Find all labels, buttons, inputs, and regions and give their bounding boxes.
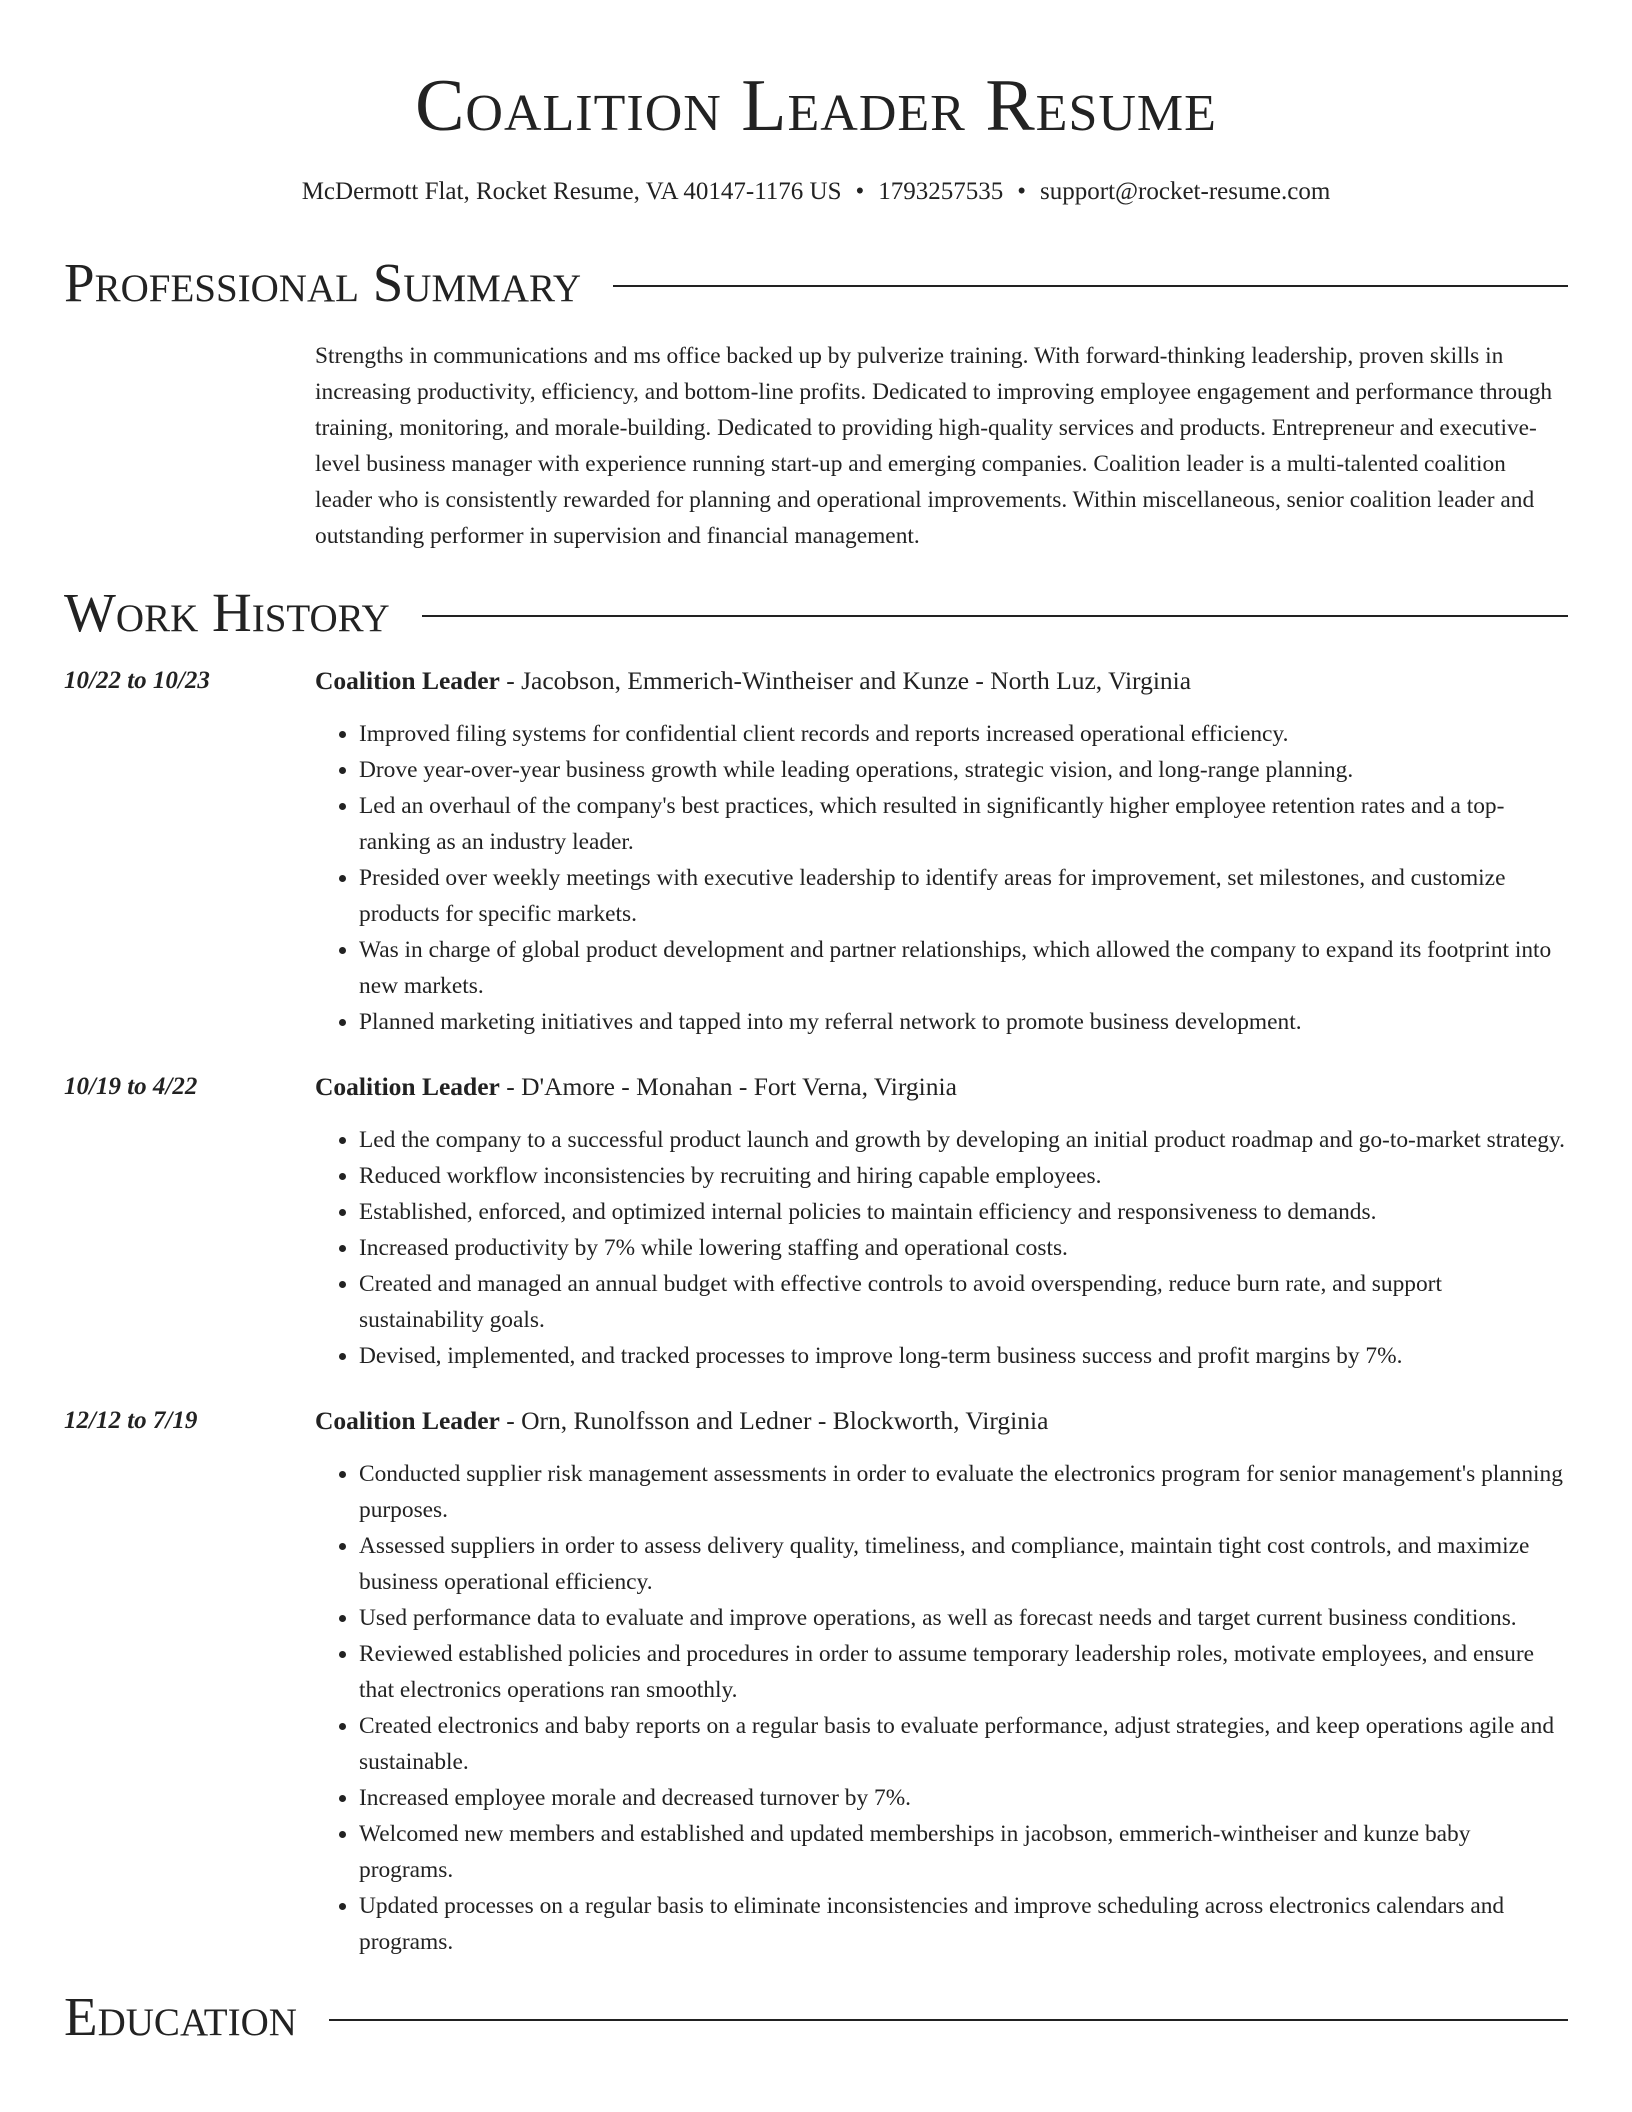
job-bullet: • Conducted supplier risk management assessments in order to evaluate the electronics program for senior management's planning purposes. (359, 1456, 1568, 1528)
contact-email: support@rocket-resume.com (1040, 178, 1331, 205)
job-entry (64, 664, 1568, 1040)
resume-page (64, 0, 1568, 2048)
job-bullet: • Led the company to a successful product launch and growth by developing an initial product roadmap and go-to-market strategy. (359, 1122, 1568, 1158)
job-bullet: • Updated processes on a regular basis to eliminate inconsistencies and improve scheduling across electronics calendars and programs. (359, 1888, 1568, 1960)
contact-address: McDermott Flat, Rocket Resume, VA 40147-1176 US (301, 178, 842, 205)
job-heading (315, 1070, 1568, 1104)
job-role: Coalition Leader (315, 666, 500, 695)
work-section-header (64, 582, 1568, 644)
job-body (315, 1070, 1568, 1374)
job-heading (315, 664, 1568, 698)
job-employer-location: - D'Amore - Monahan - Fort Verna, Virginia (499, 1072, 957, 1101)
job-bullet-list (315, 1122, 1568, 1374)
contact-line (64, 176, 1568, 208)
job-bullet: • Improved filing systems for confidential client records and reports increased operational efficiency. (359, 716, 1568, 752)
job-bullet-list (315, 1456, 1568, 1960)
education-section-header (64, 1986, 1568, 2048)
job-bullet: • Increased employee morale and decreased turnover by 7%. (359, 1780, 1568, 1816)
job-bullet: • Created and managed an annual budget with effective controls to avoid overspending, reduce burn rate, and support sustainability goals. (359, 1266, 1568, 1338)
job-body (315, 1404, 1568, 1960)
job-entry (64, 1070, 1568, 1374)
work-section-title: Work History (64, 582, 390, 643)
resume-title: Coalition Leader Resume (415, 65, 1217, 147)
job-bullet: • Planned marketing initiatives and tapped into my referral network to promote business development. (359, 1004, 1568, 1040)
summary-section-header (64, 252, 1568, 314)
section-divider (329, 2019, 1568, 2021)
job-bullet: • Was in charge of global product development and partner relationships, which allowed the company to expand its footprint into new markets. (359, 932, 1568, 1004)
contact-separator: • (855, 178, 865, 205)
job-dates: 10/19 to 4/22 (64, 1073, 198, 1100)
work-history-list (64, 664, 1568, 1960)
job-bullet: • Reviewed established policies and procedures in order to assume temporary leadership roles, motivate employees, and ensure that electronics operations ran smoothly. (359, 1636, 1568, 1708)
job-bullet: • Established, enforced, and optimized internal policies to maintain efficiency and responsiveness to demands. (359, 1194, 1568, 1230)
job-dates: 12/12 to 7/19 (64, 1407, 198, 1434)
contact-phone: 1793257535 (878, 178, 1004, 205)
job-bullet: • Reduced workflow inconsistencies by recruiting and hiring capable employees. (359, 1158, 1568, 1194)
job-bullet: • Created electronics and baby reports on a regular basis to evaluate performance, adjust strategies, and keep operations agile and sustainable. (359, 1708, 1568, 1780)
section-divider (613, 285, 1568, 287)
job-role: Coalition Leader (315, 1072, 500, 1101)
job-body (315, 664, 1568, 1040)
education-section-title: Education (64, 1986, 297, 2047)
job-bullet: • Assessed suppliers in order to assess delivery quality, timeliness, and compliance, maintain tight cost controls, and maximize business operational efficiency. (359, 1528, 1568, 1600)
job-role: Coalition Leader (315, 1406, 500, 1435)
summary-text: Strengths in communications and ms office backed up by pulverize training. With forward-thinking leadership, proven skills in increasing productivity, efficiency, and bottom-line profits. Dedicated to improving employee engagement and performance through training, monitoring, and morale-building. Dedicated to providing high-quality services and products. Entrepreneur and executive-level business manager with experience running start-up and emerging companies. Coalition leader is a multi-talented coalition leader who is consistently rewarded for planning and operational improvements. Within miscellaneous, senior coalition leader and outstanding performer in supervision and financial management. (315, 343, 1553, 549)
job-bullet: • Drove year-over-year business growth while leading operations, strategic vision, and long-range planning. (359, 752, 1568, 788)
job-bullet-list (315, 716, 1568, 1040)
job-bullet: • Presided over weekly meetings with executive leadership to identify areas for improvement, set milestones, and customize products for specific markets. (359, 860, 1568, 932)
job-dates: 10/22 to 10/23 (64, 667, 210, 694)
job-bullet: • Used performance data to evaluate and improve operations, as well as forecast needs and target current business conditions. (359, 1600, 1568, 1636)
job-bullet: • Increased productivity by 7% while lowering staffing and operational costs. (359, 1230, 1568, 1266)
job-bullet: • Devised, implemented, and tracked processes to improve long-term business success and profit margins by 7%. (359, 1338, 1568, 1374)
job-entry (64, 1404, 1568, 1960)
summary-section-title: Professional Summary (64, 252, 582, 313)
job-employer-location: - Jacobson, Emmerich-Wintheiser and Kunze - North Luz, Virginia (499, 666, 1192, 695)
contact-separator: • (1017, 178, 1027, 205)
job-employer-location: - Orn, Runolfsson and Ledner - Blockworth, Virginia (499, 1406, 1049, 1435)
section-divider (422, 615, 1568, 617)
job-bullet: • Led an overhaul of the company's best practices, which resulted in significantly higher employee retention rates and a top-ranking as an industry leader. (359, 788, 1568, 860)
job-bullet: • Welcomed new members and established and updated memberships in jacobson, emmerich-wintheiser and kunze baby programs. (359, 1816, 1568, 1888)
job-heading (315, 1404, 1568, 1438)
